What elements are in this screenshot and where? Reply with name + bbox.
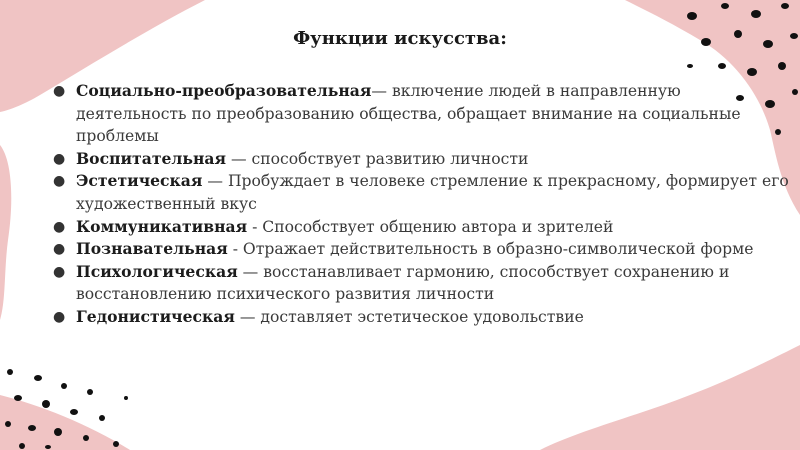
function-term: Коммуникативная — [76, 216, 248, 236]
function-term: Психологическая — [76, 261, 238, 281]
bullet-icon: ● — [53, 83, 66, 99]
list-item — [53, 238, 794, 261]
function-description: — включение людей в направленную деятельность по преобразованию общества, обращает внимание на социальные проблемы — [76, 82, 741, 146]
list-item — [53, 306, 794, 329]
function-term: Гедонистическая — [76, 306, 235, 326]
bullet-icon: ● — [53, 263, 66, 280]
bullet-icon: ● — [53, 150, 66, 167]
list-item — [53, 216, 794, 239]
bullet-icon: ● — [53, 218, 66, 235]
function-description: — Пробуждает в человеке стремление к прекрасному, формирует его художественный вкус — [76, 172, 789, 213]
function-description: - Отражает действительность в образно-символической форме — [227, 240, 754, 259]
bullet-icon: ● — [53, 308, 66, 325]
function-description: — восстанавливает гармонию, способствует сохранению и восстановлению психического развития личности — [76, 262, 730, 304]
bullet-icon: ● — [53, 241, 66, 258]
function-term: Эстетическая — [76, 171, 203, 191]
list-item — [53, 148, 794, 171]
function-term: Познавательная — [76, 239, 228, 259]
functions-list — [52, 80, 794, 329]
function-term: Воспитательная — [76, 148, 227, 168]
list-item — [53, 261, 794, 306]
function-description: — доставляет эстетическое удовольствие — [234, 307, 584, 326]
function-description: - Способствует общению автора и зрителей — [247, 217, 614, 236]
list-item — [53, 170, 794, 215]
function-description: — способствует развитию личности — [226, 149, 529, 168]
slide-title: Функции искусства: — [293, 28, 507, 49]
list-item — [53, 80, 794, 148]
function-term: Социально-преобразовательная — [76, 81, 372, 100]
bullet-icon: ● — [53, 173, 66, 190]
